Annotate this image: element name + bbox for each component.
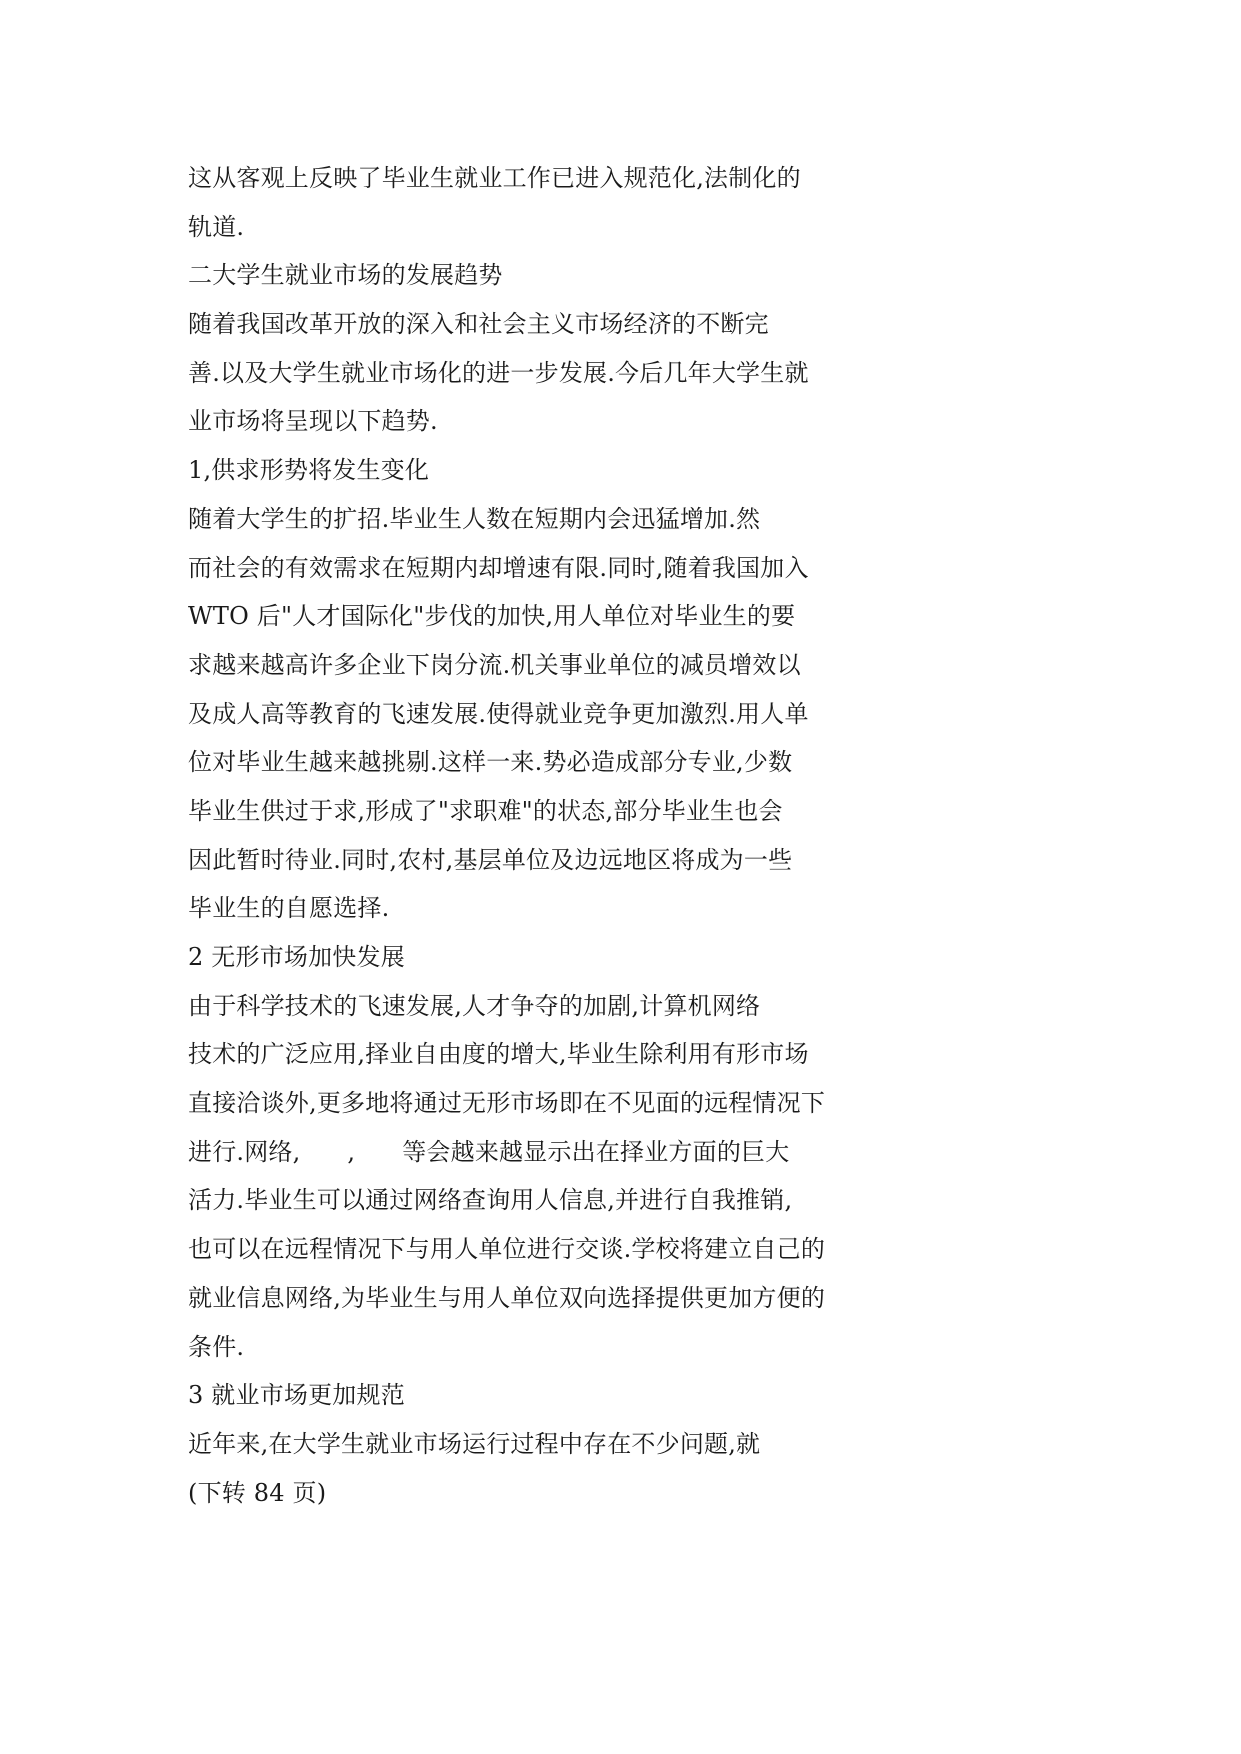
text-line: 轨道. bbox=[188, 212, 245, 241]
body-text bbox=[188, 154, 1048, 1517]
text-line: 直接洽谈外,更多地将通过无形市场即在不见面的远程情况下 bbox=[188, 1089, 826, 1118]
text-line: 求越来越高许多企业下岗分流.机关事业单位的减员增效以 bbox=[188, 650, 801, 679]
text-line: 毕业生的自愿选择. bbox=[188, 894, 390, 923]
text-line: 近年来,在大学生就业市场运行过程中存在不少问题,就 bbox=[188, 1429, 761, 1458]
text-line: 毕业生供过于求,形成了"求职难"的状态,部分毕业生也会 bbox=[188, 796, 783, 825]
text-line: 也可以在远程情况下与用人单位进行交谈.学校将建立自己的 bbox=[188, 1235, 826, 1264]
section-heading: 二大学生就业市场的发展趋势 bbox=[188, 261, 503, 290]
text-line: 技术的广泛应用,择业自由度的增大,毕业生除利用有形市场 bbox=[188, 1040, 809, 1069]
text-line: 随着我国改革开放的深入和社会主义市场经济的不断完 bbox=[188, 310, 769, 339]
text-line: 善.以及大学生就业市场化的进一步发展.今后几年大学生就 bbox=[188, 358, 809, 387]
subsection-heading: 3 就业市场更加规范 bbox=[188, 1381, 405, 1410]
text-line: 业市场将呈现以下趋势. bbox=[188, 407, 438, 436]
subsection-heading: 2 无形市场加快发展 bbox=[188, 943, 405, 971]
text-line: WTO 后"人才国际化"步伐的加快,用人单位对毕业生的要 bbox=[188, 602, 796, 631]
text-line: 位对毕业生越来越挑剔.这样一来.势必造成部分专业,少数 bbox=[188, 748, 793, 777]
text-line: 由于科学技术的飞速发展,人才争夺的加剧,计算机网络 bbox=[188, 991, 761, 1020]
subsection-heading: 1,供求形势将发生变化 bbox=[188, 456, 430, 485]
text-line: 就业信息网络,为毕业生与用人单位双向选择提供更加方便的 bbox=[188, 1283, 826, 1312]
text-line: 进行.网络, , 等会越来越显示出在择业方面的巨大 bbox=[188, 1137, 790, 1166]
text-line: 这从客观上反映了毕业生就业工作已进入规范化,法制化的 bbox=[188, 164, 801, 192]
continuation-note: (下转 84 页) bbox=[188, 1478, 327, 1507]
text-line: 因此暂时待业.同时,农村,基层单位及边远地区将成为一些 bbox=[188, 845, 793, 874]
text-line: 随着大学生的扩招.毕业生人数在短期内会迅猛增加.然 bbox=[188, 504, 761, 533]
text-line: 而社会的有效需求在短期内却增速有限.同时,随着我国加入 bbox=[188, 553, 809, 582]
text-line: 及成人高等教育的飞速发展.使得就业竞争更加激烈.用人单 bbox=[188, 699, 809, 728]
text-line: 条件. bbox=[188, 1332, 245, 1361]
text-line: 活力.毕业生可以通过网络查询用人信息,并进行自我推销, bbox=[188, 1186, 793, 1215]
